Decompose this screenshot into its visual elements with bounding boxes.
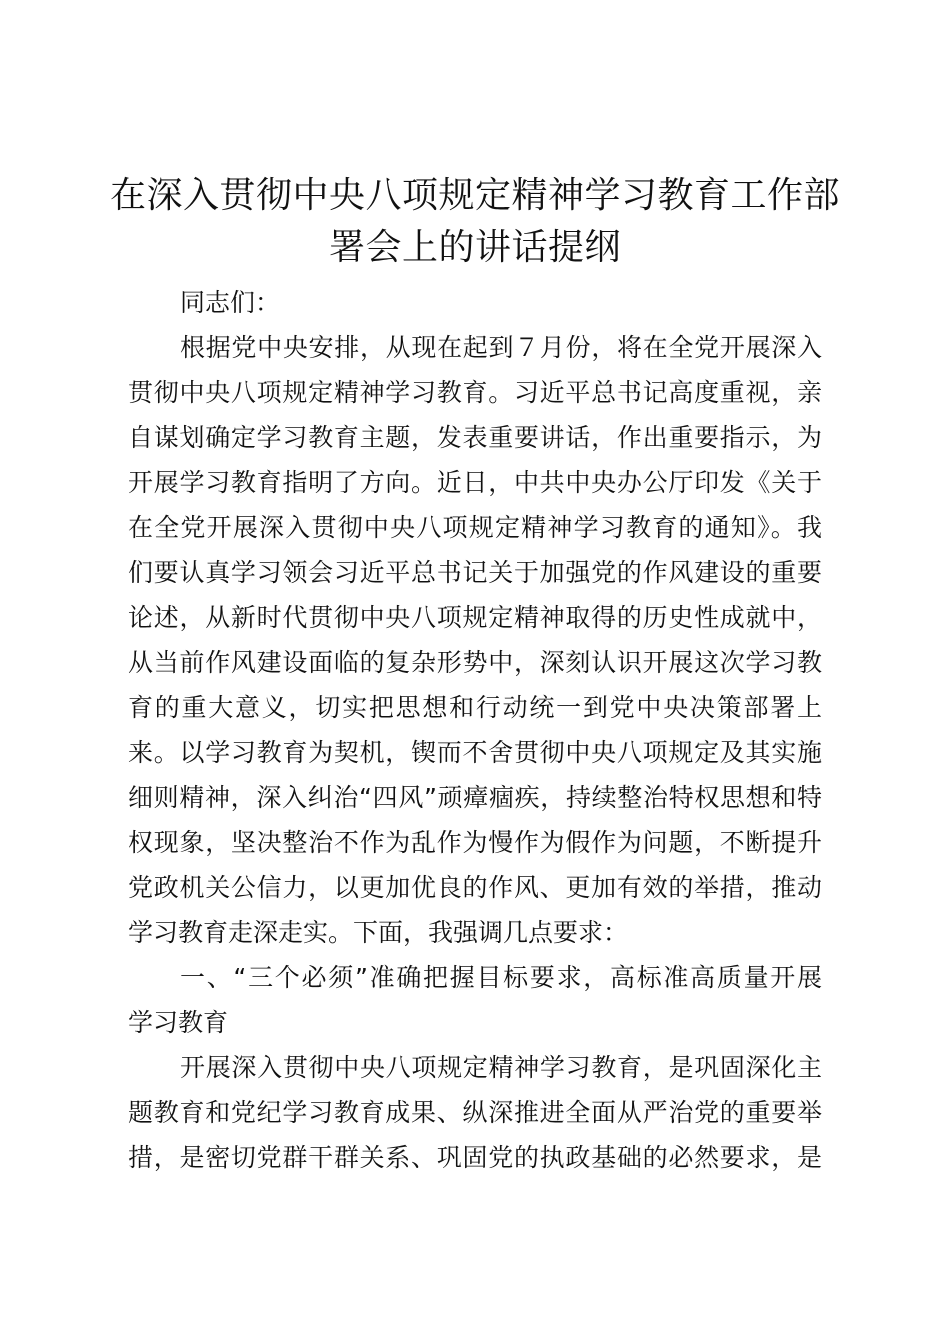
paragraph-line: 贯彻中央八项规定精神学习教育。习近平总书记高度重视，亲	[128, 378, 822, 407]
paragraph-line: 论述，从新时代贯彻中央八项规定精神取得的历史性成就中，	[128, 603, 822, 632]
paragraph-line: 权现象，坚决整治不作为乱作为慢作为假作为问题，不断提升	[128, 828, 822, 857]
paragraph-line: 育的重大意义，切实把思想和行动统一到党中央决策部署上	[128, 693, 822, 722]
paragraph-line: 开展学习教育指明了方向。近日，中共中央办公厅印发《关于	[128, 468, 822, 497]
section-heading-line: 一、“三个必须”准确把握目标要求，高标准高质量开展	[180, 963, 822, 992]
paragraph-line: 自谋划确定学习教育主题，发表重要讲话，作出重要指示，为	[128, 423, 822, 452]
paragraph-line: 开展深入贯彻中央八项规定精神学习教育，是巩固深化主	[180, 1053, 822, 1082]
salutation-line: 同志们：	[180, 288, 281, 317]
paragraph-line: 细则精神，深入纠治“四风”顽瘴痼疾，持续整治特权思想和特	[128, 783, 822, 812]
document-title: 在深入贯彻中央八项规定精神学习教育工作部署会上的讲话提纲	[109, 175, 840, 268]
section-heading-line: 学习教育	[128, 1008, 229, 1037]
paragraph-line: 措，是密切党群干群关系、巩固党的执政基础的必然要求，是	[128, 1143, 822, 1172]
paragraph-line: 题教育和党纪学习教育成果、纵深推进全面从严治党的重要举	[128, 1098, 822, 1127]
document-body	[128, 280, 822, 1180]
paragraph-line: 在全党开展深入贯彻中央八项规定精神学习教育的通知》。我	[128, 513, 822, 542]
paragraph-line: 们要认真学习领会习近平总书记关于加强党的作风建设的重要	[128, 558, 822, 587]
paragraph-line: 党政机关公信力，以更加优良的作风、更加有效的举措，推动	[128, 873, 822, 902]
paragraph-line: 从当前作风建设面临的复杂形势中，深刻认识开展这次学习教	[128, 648, 822, 677]
paragraph-line: 来。以学习教育为契机，锲而不舍贯彻中央八项规定及其实施	[128, 738, 822, 767]
paragraph-line: 学习教育走深走实。下面，我强调几点要求：	[128, 918, 629, 947]
paragraph-line: 根据党中央安排，从现在起到７月份，将在全党开展深入	[180, 333, 822, 362]
